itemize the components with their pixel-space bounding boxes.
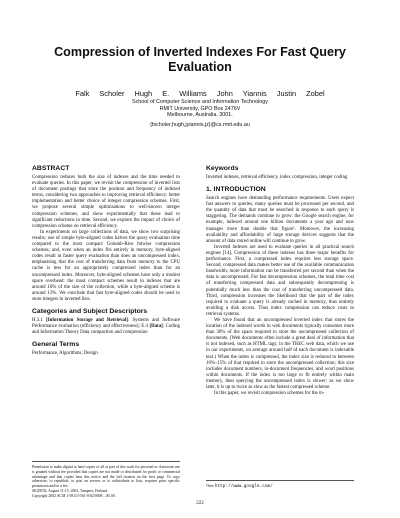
affiliation-line-1: School of Computer Science and Information Technology: [132, 99, 268, 105]
categories-desc-1: : Systems and Software Performance evaluation (efficiency and effectiveness); E.4: [32, 317, 180, 330]
copyright-line: Copyright 2002 ACM 1-58113-561-0/02/0008 ...$5.00.: [32, 493, 116, 498]
general-terms-section: [32, 341, 180, 357]
affiliation-line-3: Melbourne, Australia, 3001.: [167, 112, 233, 119]
permission-text: Permission to make digital or hard copies of all or part of this work for personal or classroom use is granted without fee provided that copies are not made or distributed for profit or commercial advantage and that copies bear this notice and the full citation on the first page. To copy otherwise, to republish, to post on servers or to redistribute to lists, requires prior specific permission and/or a fee.: [32, 465, 180, 489]
categories-text: [32, 318, 180, 336]
introduction-heading: 1. INTRODUCTION: [206, 186, 266, 194]
left-column: [32, 165, 180, 362]
footnote-marker: ¹: [206, 483, 208, 488]
introduction-section: [206, 186, 354, 397]
footnote-label: See: [207, 483, 215, 488]
general-terms-text: Performance, Algorithms, Design: [32, 351, 98, 357]
intro-paragraph-2: Inverted indexes are used to evaluate queries in all practical search engines [14]. Compression of these indexes has three major benefits for performance. First, a compressed index requires less storage space. Second, compressed data makes better use of the available communication bandwidth; more information can be transferred per second than when the data is uncompressed. For fast decompression schemes, the total time cost of transferring compressed data and subsequently decompressing is potentially much less than the cost of transferring uncompressed data. Third, compression increases the likelihood that the part of the index required to evaluate a query is already cached in memory, thus entirely avoiding a disk access. Thus index compression can reduce costs in retrieval systems.: [206, 244, 354, 317]
abstract-paragraph-2: In experiments on large collections of data, we show two surprising results: use of simple byte-aligned codes halves the query evaluation time compared to the most compact Golomb-Rice bitwise compression schemes; and, even when an index fits entirely in memory, byte-aligned codes result in faster query evaluation than does an uncompressed index, emphasising that the cost of transferring data from memory to the CPU cache is less for an appropriately compressed index than for an uncompressed index. Moreover, byte-aligned schemes have only a modest space overhead: the most compact schemes result in indexes that are around 10% of the size of the collection, while a byte-aligned scheme is around 13%. We conclude that fast byte-aligned codes should be used to store integers in inverted lists.: [32, 229, 180, 302]
general-terms-heading: General Terms: [32, 341, 80, 349]
affiliation-line-2: RMIT University, GPO Box 2476V: [159, 105, 241, 112]
intro-paragraph-1: Search engines have demanding performance requirements. Users expect fast answers to queries, many queries must be processed per second, and the quantity of data that must be searched in response to each query is staggering. The demands continue to grow: the Google search engine, for example, indexed around one billion documents a year ago and now manages more than double that figure¹. Moreover, the increasing availability and affordability of large storage devices suggests that the amount of data stored online will continue to grow.: [206, 196, 354, 244]
categories-code: H.3.1: [32, 317, 47, 323]
abstract-paragraph-1: Compression reduces both the size of indexes and the time needed to evaluate queries. In this paper, we revisit the compression of inverted lists of document postings that store the position and frequency of indexed terms, considering two approaches to improving retrieval efficiency: better implementation and better choice of integer compression schemes. First, we propose several simple optimisations to well-known integer compression schemes, and show experimentally that these lead to significant reductions in time. Second, we explore the impact of choice of compression scheme on retrieval efficiency.: [32, 175, 180, 229]
right-column: [206, 165, 354, 402]
author-names: Falk Scholer Hugh E. Williams John Yiannis Justin Zobel: [75, 89, 325, 98]
conference-line: SIGIR'02, August 11-15, 2002, Tampere, Finland.: [32, 488, 108, 493]
categories-heading: Categories and Subject Descriptors: [32, 307, 148, 315]
keywords-heading: Keywords: [206, 165, 239, 172]
categories-desc-2: : Coding and Information Theory Data compaction and compression: [32, 324, 181, 336]
keywords-text: Inverted indexes, retrieval efficiency, index compression, integer coding: [206, 175, 348, 180]
abstract-section: [32, 165, 180, 303]
intro-paragraph-3: We have found that an uncompressed inverted index that stores the location of the indexed words in web documents typically consumes more than 30% of the space required to store the uncompressed collection of documents. (Web documents often include a great deal of information that is not indexed, such as HTML tags; in the TREC web data, which we use in our experiments, on average around half of each document is indexable text.) When the index is compressed, the index size is reduced to between 10%–15% of that required to store the uncompressed collection; this size includes document numbers, in-document frequencies, and word positions within documents. If the index is too large to fit entirely within main memory, then querying the uncompressed index is slower: as we show later, it is up to twice as slow as the fastest compressed scheme.: [206, 317, 354, 390]
abstract-heading: ABSTRACT: [32, 165, 70, 172]
categories-bold-2: [Data]: [149, 324, 163, 330]
paper-title: Compression of Inverted Indexes For Fast Query Evaluation: [54, 45, 346, 74]
categories-bold-1: [Information Storage and Retrieval]: [46, 317, 128, 323]
page-number: 222: [196, 501, 204, 506]
author-block: [40, 89, 360, 128]
keywords-section: [206, 165, 354, 181]
footnote: [206, 480, 354, 489]
intro-paragraph-4: In this paper, we revisit compression schemes for the in-: [214, 391, 325, 397]
footnote-link[interactable]: http://www.google.com/: [214, 484, 273, 489]
categories-section: [32, 308, 180, 336]
permission-notice: [32, 461, 180, 499]
author-emails: {fscholer,hugh,jyiannis,jz}@cs.rmit.edu.au: [150, 121, 250, 128]
